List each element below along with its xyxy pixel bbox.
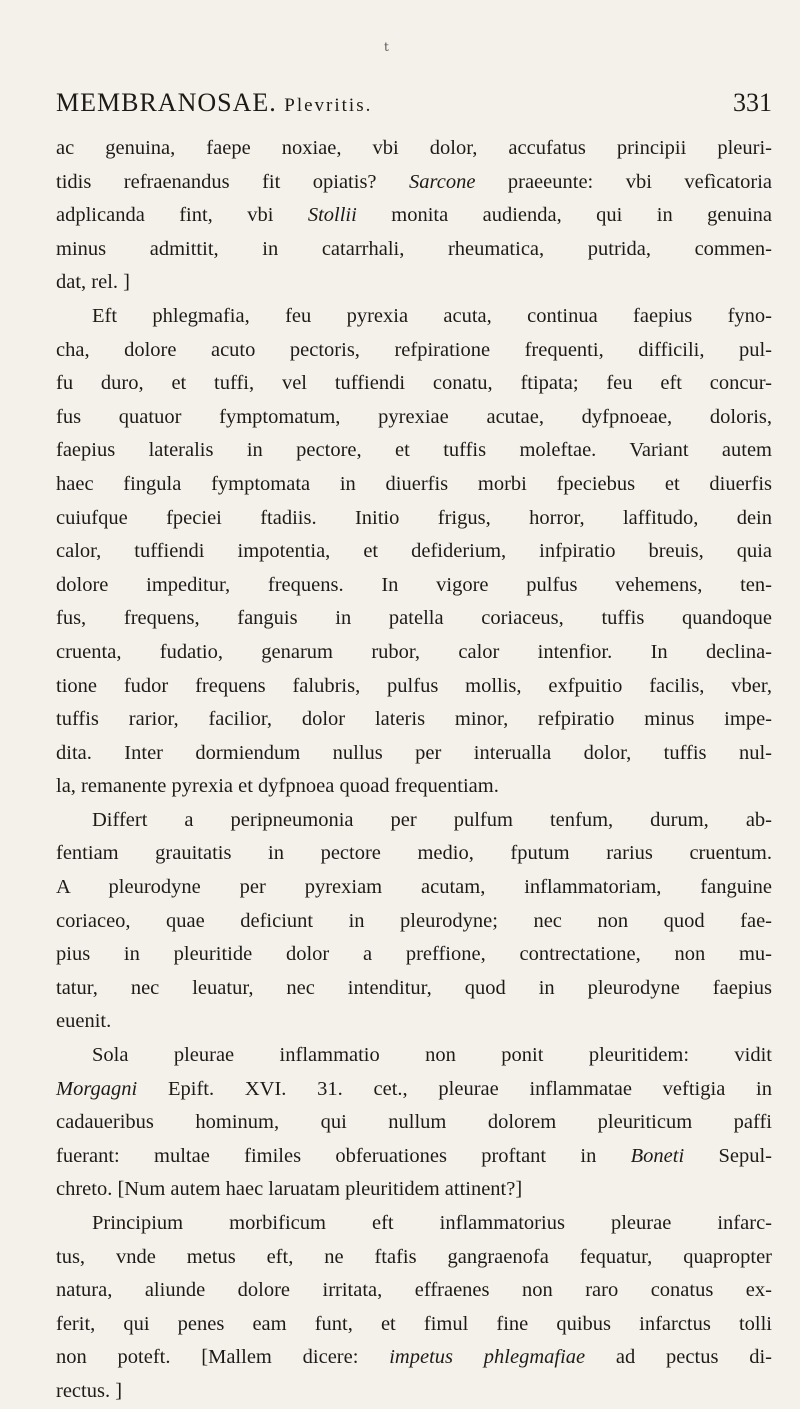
text-line xyxy=(56,468,772,502)
text-run: dolore impeditur, frequens. In vigore pulfus vehemens, ten- xyxy=(56,573,772,596)
text-line xyxy=(56,1106,772,1140)
text-line xyxy=(56,670,772,704)
text-line xyxy=(56,266,772,300)
text-line xyxy=(56,1341,772,1375)
text-run: cadaueribus hominum, qui nullum dolorem pleuriticum paffi xyxy=(56,1111,772,1134)
text-run: pius in pleuritide dolor a preffione, contrectatione, non mu- xyxy=(56,943,772,966)
text-run: Sarcone xyxy=(409,170,476,193)
text-line xyxy=(56,166,772,200)
text-line xyxy=(56,770,772,804)
text-line xyxy=(56,367,772,401)
text-run: rectus. ] xyxy=(56,1379,123,1402)
text-run: dat, rel. ] xyxy=(56,271,130,294)
text-line xyxy=(56,1140,772,1174)
text-run: Morgagni xyxy=(56,1077,138,1100)
text-run: tatur, nec leuatur, nec intenditur, quod in pleurodyne faepius xyxy=(56,976,772,999)
text-run: dita. Inter dormiendum nullus per interualla dolor, tuffis nul- xyxy=(56,741,772,764)
text-run: ferit, qui penes eam funt, et fimul fine quibus infarctus tolli xyxy=(56,1312,772,1335)
text-line xyxy=(56,871,772,905)
text-line xyxy=(56,132,772,166)
text-line xyxy=(56,804,772,838)
text-line xyxy=(56,233,772,267)
text-run: fu duro, et tuffi, vel tuffiendi conatu, ftipata; feu eft concur- xyxy=(56,372,772,395)
text-run: A pleurodyne per pyrexiam acutam, inflammatoriam, fanguine xyxy=(56,876,772,899)
text-run: euenit. xyxy=(56,1010,112,1033)
text-run: Sepul- xyxy=(684,1144,772,1167)
text-run: coriaceo, quae deficiunt in pleurodyne; nec non quod fae- xyxy=(56,909,772,932)
page-header xyxy=(56,88,772,118)
text-run: Differt a peripneumonia per pulfum tenfum, durum, ab- xyxy=(92,808,772,831)
text-run: tus, vnde metus eft, ne ftafis gangraenofa fequatur, quapropter xyxy=(56,1245,772,1268)
text-run: faepius lateralis in pectore, et tuffis moleftae. Variant autem xyxy=(56,439,772,462)
text-line xyxy=(56,905,772,939)
paragraph xyxy=(56,804,772,1039)
text-run: cuiufque fpeciei ftadiis. Initio frigus, horror, laffitudo, dein xyxy=(56,506,772,529)
text-run: la, remanente pyrexia et dyfpnoea quoad frequentiam. xyxy=(56,775,499,798)
text-run: minus admittit, in catarrhali, rheumatica, putrida, commen- xyxy=(56,237,772,260)
text-line xyxy=(56,837,772,871)
text-run: cruenta, fudatio, genarum rubor, calor intenfior. In declina- xyxy=(56,640,772,663)
text-line xyxy=(56,1073,772,1107)
text-run: ad pectus di- xyxy=(585,1346,772,1369)
paragraph xyxy=(56,1207,772,1409)
text-line xyxy=(56,1039,772,1073)
text-line xyxy=(56,1005,772,1039)
text-line xyxy=(56,1308,772,1342)
text-run: praeeunte: vbi vefìcatoria xyxy=(475,170,772,193)
text-line xyxy=(56,300,772,334)
text-line xyxy=(56,972,772,1006)
text-run: fus, frequens, fanguis in patella coriaceus, tuffis quandoque xyxy=(56,607,772,630)
text-line xyxy=(56,602,772,636)
text-line xyxy=(56,535,772,569)
paragraph xyxy=(56,1039,772,1207)
text-run: non poteft. [Mallem dicere: xyxy=(56,1346,390,1369)
text-line xyxy=(56,737,772,771)
text-line xyxy=(56,434,772,468)
text-line xyxy=(56,401,772,435)
paragraph xyxy=(56,300,772,804)
text-line xyxy=(56,1274,772,1308)
page-number: 331 xyxy=(733,88,772,117)
text-line xyxy=(56,1241,772,1275)
text-run: Principium morbificum eft inflammatorius pleurae infarc- xyxy=(92,1212,772,1234)
text-line xyxy=(56,938,772,972)
text-run: chreto. [Num autem haec laruatam pleuritidem attinent?] xyxy=(56,1178,523,1201)
text-run: Boneti xyxy=(630,1144,685,1167)
text-run: calor, tuffiendi impotentia, et defiderium, infpiratio breuis, quia xyxy=(56,540,772,563)
text-run: natura, aliunde dolore irritata, effraenes non raro conatus ex- xyxy=(56,1279,772,1302)
text-run: tuffis rarior, facilior, dolor lateris minor, refpiratio minus impe- xyxy=(56,708,772,731)
text-run: Sola pleurae inflammatio non ponit pleuritidem: vidit xyxy=(92,1044,772,1067)
text-line xyxy=(56,502,772,536)
text-run: fus quatuor fymptomatum, pyrexiae acutae, dyfpnoeae, doloris, xyxy=(56,405,772,428)
page xyxy=(56,40,772,1409)
text-run: tidis refraenandus fit opiatis? xyxy=(56,170,409,193)
text-line xyxy=(56,1375,772,1409)
text-run: Eft phlegmafia, feu pyrexia acuta, continua faepius fyno- xyxy=(92,304,772,327)
text-line xyxy=(56,569,772,603)
text-run: ac genuina, faepe noxiae, vbi dolor, accufatus principii pleuri- xyxy=(56,137,772,159)
text-line xyxy=(56,703,772,737)
text-run: Epift. XVI. 31. cet., pleurae inflammatae veftigia in xyxy=(137,1077,772,1100)
text-run: cha, dolore acuto pectoris, refpiratione frequenti, difficili, pul- xyxy=(56,338,772,361)
text-run: tione fudor frequens falubris, pulfus mollis, exfpuitio facilis, vber, xyxy=(56,674,772,697)
paragraph xyxy=(56,132,772,300)
running-title-main: MEMBRANOSAE. xyxy=(56,88,277,117)
text-run: fuerant: multae fimiles obferuationes proftant in xyxy=(56,1144,631,1167)
text-run: haec fingula fymptomata in diuerfis morbi fpeciebus et diuerfis xyxy=(56,472,772,495)
text-run: monita audienda, qui in genuina xyxy=(356,204,773,227)
text-run: fentiam grauitatis in pectore medio, fputum rarius cruentum. xyxy=(56,842,772,865)
body-text xyxy=(56,132,772,1409)
text-line xyxy=(56,199,772,233)
running-title xyxy=(56,88,372,118)
text-line xyxy=(56,636,772,670)
text-line xyxy=(56,334,772,368)
top-mark: t xyxy=(384,40,389,54)
text-run: impetus phlegmafiae xyxy=(389,1346,586,1369)
text-run: Stollii xyxy=(307,204,357,227)
text-line xyxy=(56,1173,772,1207)
running-title-sub: Plevritis. xyxy=(284,95,373,116)
text-line xyxy=(56,1207,772,1241)
text-run: adplicanda fint, vbi xyxy=(56,204,308,227)
